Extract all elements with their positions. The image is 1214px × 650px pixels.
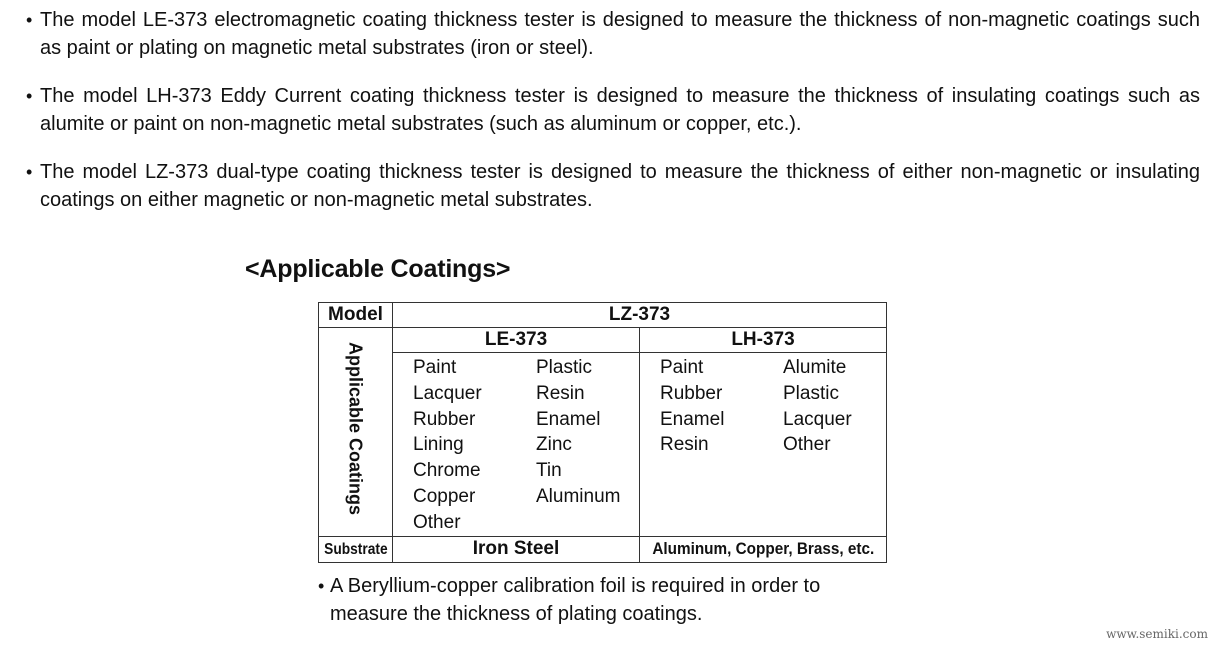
lz-model-header: LZ-373 <box>393 303 887 328</box>
lh-coatings-cell <box>640 353 887 537</box>
list-item: Enamel <box>660 408 725 430</box>
list-item: Resin <box>536 382 585 404</box>
le-model-header: LE-373 <box>393 328 640 353</box>
le-coatings-cell <box>393 353 640 537</box>
bullet-lh-373 <box>26 82 1200 138</box>
list-item: Paint <box>660 357 704 378</box>
lh-model-header: LH-373 <box>640 328 887 353</box>
list-item: Paint <box>413 357 457 378</box>
list-item: Alumite <box>783 357 847 378</box>
list-item: Zinc <box>536 434 572 456</box>
side-label-cell <box>319 328 393 537</box>
list-item: Lacquer <box>413 382 482 404</box>
list-item: Rubber <box>660 382 723 404</box>
lh-substrate: Aluminum, Copper, Brass, etc. <box>652 538 875 558</box>
applicable-coatings-label: Applicable Coatings <box>345 342 366 516</box>
bullet-text: The model LZ-373 dual-type coating thickness tester is designed to measure the thickness of either non-magnetic or insulating coatings on either magnetic or non-magnetic metal substrates. <box>40 161 1200 211</box>
section-heading: <Applicable Coatings> <box>245 255 511 283</box>
calibration-note <box>318 572 900 628</box>
list-item: Lacquer <box>783 408 852 430</box>
bullet-lz-373 <box>26 158 1200 214</box>
list-item: Copper <box>413 485 476 507</box>
bullet-le-373 <box>26 6 1200 62</box>
bullet-text: The model LH-373 Eddy Current coating thickness tester is designed to measure the thickness of insulating coatings such as alumite or paint on non-magnetic metal substrates (such as aluminum or copper, etc.). <box>40 85 1200 135</box>
le-substrate: Iron Steel <box>393 536 640 562</box>
lh-substrate-cell <box>640 536 887 562</box>
bullet-dot: • <box>318 576 325 596</box>
note-text: A Beryllium-copper calibration foil is required in order to measure the thickness of plating coatings. <box>330 575 821 625</box>
coatings-table <box>318 302 887 563</box>
list-item: Aluminum <box>536 485 621 507</box>
list-item: Tin <box>536 460 562 482</box>
list-item: Chrome <box>413 460 481 482</box>
description-list <box>26 6 1200 227</box>
substrate-label: Substrate <box>324 540 388 558</box>
list-item: Resin <box>660 434 709 456</box>
model-label: Model <box>319 303 393 328</box>
bullet-text: The model LE-373 electromagnetic coating thickness tester is designed to measure the thickness of non-magnetic coatings such as paint or plating on magnetic metal substrates (iron or steel). <box>40 9 1200 59</box>
list-item: Enamel <box>536 408 601 430</box>
list-item: Rubber <box>413 408 476 430</box>
list-item: Other <box>413 511 461 533</box>
watermark: www.semiki.com <box>1106 627 1208 641</box>
bullet-dot: • <box>26 162 33 182</box>
list-item: Plastic <box>783 382 839 404</box>
bullet-dot: • <box>26 10 33 30</box>
list-item: Plastic <box>536 357 592 378</box>
bullet-dot: • <box>26 86 33 106</box>
list-item: Lining <box>413 434 464 456</box>
substrate-label-cell <box>319 536 393 562</box>
list-item: Other <box>783 434 831 456</box>
